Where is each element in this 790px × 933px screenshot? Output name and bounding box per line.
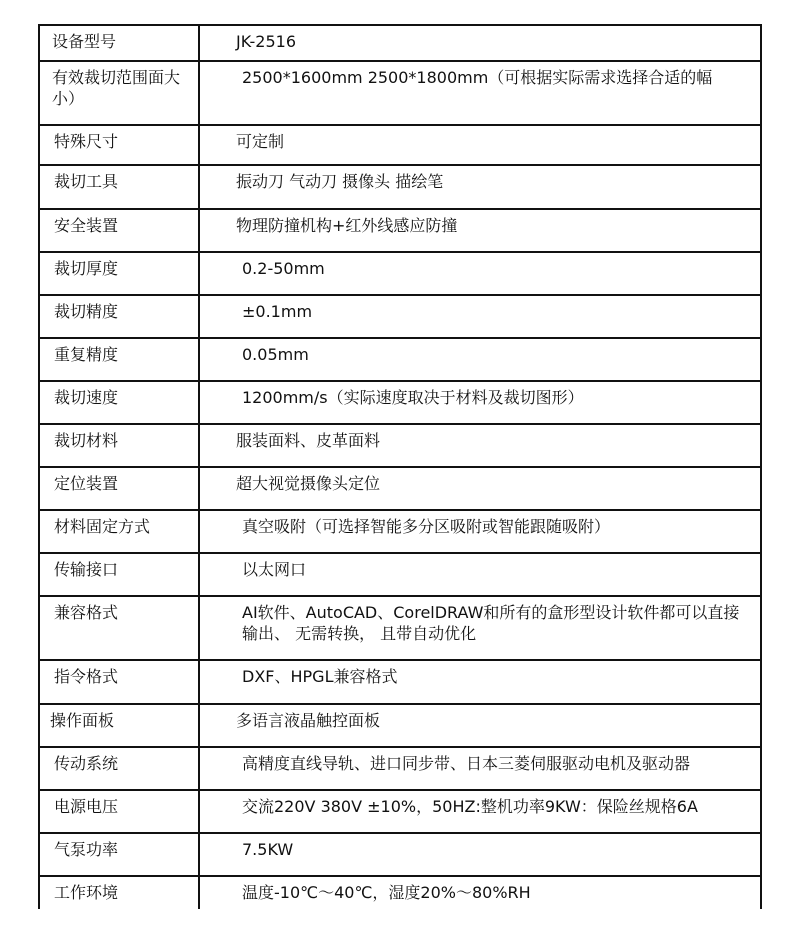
spec-label: 裁切工具: [39, 165, 199, 209]
table-row: [39, 165, 761, 209]
spec-value: 0.2-50mm: [199, 252, 761, 295]
spec-value: DXF、HPGL兼容格式: [199, 660, 761, 704]
spec-value: 2500*1600mm 2500*1800mm（可根据实际需求选择合适的幅: [199, 61, 761, 125]
table-row: [39, 61, 761, 125]
table-row: [39, 596, 761, 660]
spec-value: ±0.1mm: [199, 295, 761, 338]
spec-label: 传动系统: [39, 747, 199, 790]
table-row: [39, 424, 761, 467]
table-row: [39, 747, 761, 790]
spec-value: 温度-10℃～40℃，湿度20%～80%RH: [199, 876, 761, 909]
spec-value: 高精度直线导轨、进口同步带、日本三菱伺服驱动电机及驱动器: [199, 747, 761, 790]
spec-label: 定位装置: [39, 467, 199, 510]
table-row: [39, 790, 761, 833]
spec-label: 兼容格式: [39, 596, 199, 660]
spec-value: 服装面料、皮革面料: [199, 424, 761, 467]
table-row: [39, 209, 761, 252]
spec-label: 裁切厚度: [39, 252, 199, 295]
spec-label: 操作面板: [39, 704, 199, 747]
table-row: [39, 295, 761, 338]
spec-value: 7.5KW: [199, 833, 761, 876]
table-row: [39, 467, 761, 510]
spec-value: 可定制: [199, 125, 761, 165]
spec-value: 物理防撞机构+红外线感应防撞: [199, 209, 761, 252]
spec-value: 多语言液晶触控面板: [199, 704, 761, 747]
spec-label: 气泵功率: [39, 833, 199, 876]
spec-label: 设备型号: [39, 25, 199, 61]
table-row: [39, 252, 761, 295]
table-row: [39, 660, 761, 704]
spec-value: 1200mm/s（实际速度取决于材料及裁切图形）: [199, 381, 761, 424]
table-row: [39, 510, 761, 553]
spec-value: AI软件、AutoCAD、CorelDRAW和所有的盒形型设计软件都可以直接输出、 无需转换， 且带自动优化: [199, 596, 761, 660]
table-row: [39, 833, 761, 876]
spec-label: 裁切速度: [39, 381, 199, 424]
spec-label: 工作环境: [39, 876, 199, 909]
table-row: [39, 338, 761, 381]
spec-label: 电源电压: [39, 790, 199, 833]
spec-label: 裁切精度: [39, 295, 199, 338]
table-row: [39, 704, 761, 747]
spec-label: 传输接口: [39, 553, 199, 596]
spec-label: 裁切材料: [39, 424, 199, 467]
spec-value: 交流220V 380V ±10%，50HZ:整机功率9KW：保险丝规格6A: [199, 790, 761, 833]
spec-label: 特殊尺寸: [39, 125, 199, 165]
table-row: [39, 125, 761, 165]
spec-label: 重复精度: [39, 338, 199, 381]
spec-label: 材料固定方式: [39, 510, 199, 553]
spec-value: 超大视觉摄像头定位: [199, 467, 761, 510]
spec-value: 振动刀 气动刀 摄像头 描绘笔: [199, 165, 761, 209]
spec-value: 真空吸附（可选择智能多分区吸附或智能跟随吸附）: [199, 510, 761, 553]
table-row: [39, 25, 761, 61]
spec-label: 有效裁切范围面大小）: [39, 61, 199, 125]
spec-label: 指令格式: [39, 660, 199, 704]
spec-value: 0.05mm: [199, 338, 761, 381]
table-row: [39, 381, 761, 424]
table-row: [39, 876, 761, 909]
table-row: [39, 553, 761, 596]
spec-label: 安全装置: [39, 209, 199, 252]
spec-value: JK-2516: [199, 25, 761, 61]
spec-value: 以太网口: [199, 553, 761, 596]
spec-table: [38, 24, 762, 909]
